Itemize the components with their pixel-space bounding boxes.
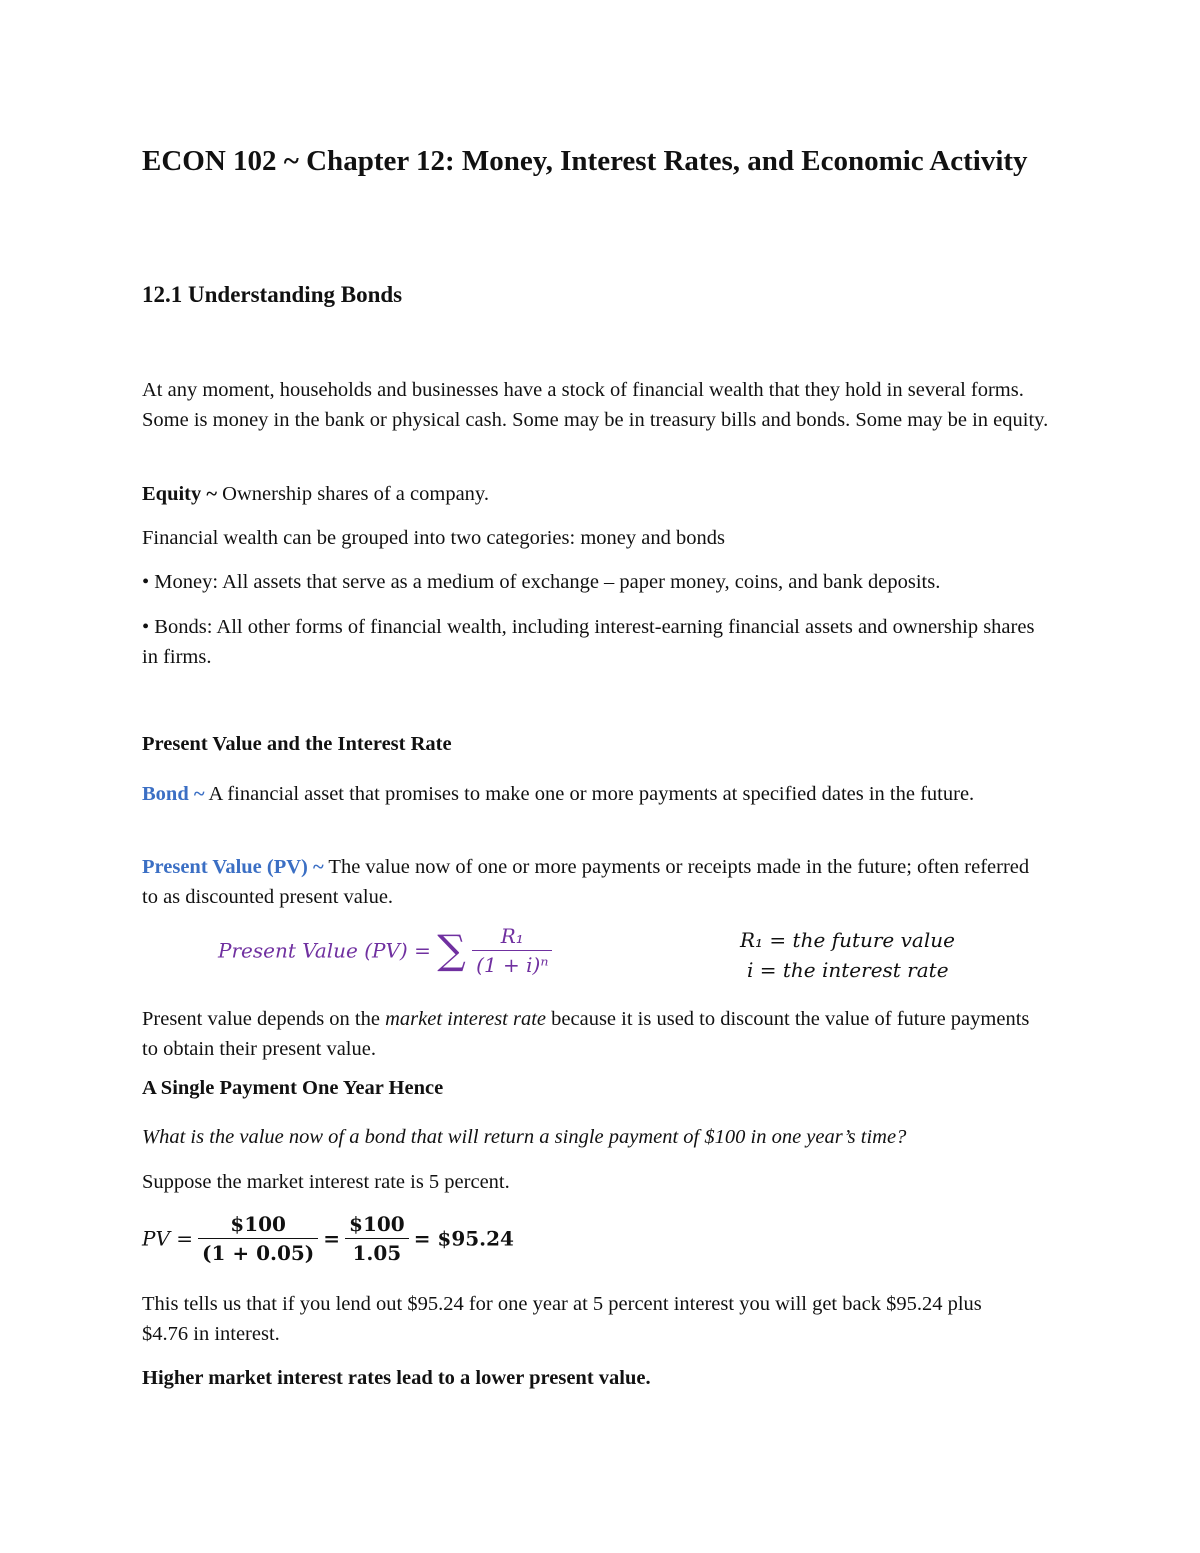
bond-term: Bond ~ xyxy=(142,783,205,805)
pv-formula xyxy=(218,924,552,977)
intro-paragraph: At any moment, households and businesses have a stock of financial wealth that they hold in several forms. Some is money in the bank or physical cash. Some may be in treasury bills and bonds. Some may be in equity. xyxy=(142,379,1049,431)
page-title: ECON 102 ~ Chapter 12: Money, Interest Rates, and Economic Activity xyxy=(142,145,1028,177)
pv-calculation xyxy=(142,1212,514,1265)
pv-formula-denominator: (1 + i)ⁿ xyxy=(476,953,549,977)
categories-intro: Financial wealth can be grouped into two categories: money and bonds xyxy=(142,527,725,549)
question-text xyxy=(142,1122,906,1152)
section-heading: 12.1 Understanding Bonds xyxy=(142,282,403,307)
pv-heading: Present Value and the Interest Rate xyxy=(142,733,452,755)
pv-text: The value now of one or more payments or receipts made in the future; often referred to as discounted present value. xyxy=(142,856,1030,908)
calc-equals: = xyxy=(323,1226,341,1251)
bond-definition xyxy=(142,779,1042,809)
calc-result: = $95.24 xyxy=(413,1226,514,1251)
pv-formula-fraction xyxy=(472,924,552,977)
calc-denominator-2: 1.05 xyxy=(352,1241,402,1265)
market-interest-rate-term: market interest rate xyxy=(385,1008,547,1030)
summation-symbol: ∑ xyxy=(437,927,466,974)
pv-depends-text-1: Present value depends on the xyxy=(142,1008,386,1030)
conclusion-text: Higher market interest rates lead to a lower present value. xyxy=(142,1367,651,1389)
equity-term: Equity ~ xyxy=(142,483,218,505)
calc-lhs: PV = xyxy=(142,1226,194,1251)
pv-depends-paragraph xyxy=(142,1004,1042,1064)
pv-definition xyxy=(142,852,1042,912)
pv-depends-text-2: because it is used to discount the value of future payments to obtain their present value. xyxy=(142,1008,1030,1060)
single-payment-heading: A Single Payment One Year Hence xyxy=(142,1077,444,1099)
bullet-bonds: • Bonds: All other forms of financial wealth, including interest-earning financial assets and ownership shares in firms. xyxy=(142,616,1035,668)
question-italic: What is the value now of a bond that will return a single payment of $100 in one year’s time? xyxy=(142,1126,907,1148)
formula-legend-future-value: R₁ = the future value xyxy=(740,928,955,952)
suppose-text: Suppose the market interest rate is 5 percent. xyxy=(142,1171,510,1193)
tells-us-paragraph: This tells us that if you lend out $95.24 for one year at 5 percent interest you will get back $95.24 plus $4.76 in interest. xyxy=(142,1293,982,1345)
bond-text: A financial asset that promises to make one or more payments at specified dates in the future. xyxy=(204,783,975,805)
pv-formula-numerator: R₁ xyxy=(472,924,552,951)
calc-denominator-1: (1 + 0.05) xyxy=(202,1241,315,1265)
pv-term: Present Value (PV) ~ xyxy=(142,856,324,878)
formula-legend-interest-rate: i = the interest rate xyxy=(747,958,949,982)
equity-definition xyxy=(142,479,489,509)
equity-text: Ownership shares of a company. xyxy=(217,483,489,505)
bullet-money: • Money: All assets that serve as a medium of exchange – paper money, coins, and bank deposits. xyxy=(142,571,941,593)
calc-numerator-1: $100 xyxy=(198,1212,318,1239)
pv-formula-lhs: Present Value (PV) = xyxy=(218,938,431,963)
calc-numerator-2: $100 xyxy=(345,1212,409,1239)
calc-fraction-2 xyxy=(345,1212,409,1265)
calc-fraction-1 xyxy=(198,1212,318,1265)
